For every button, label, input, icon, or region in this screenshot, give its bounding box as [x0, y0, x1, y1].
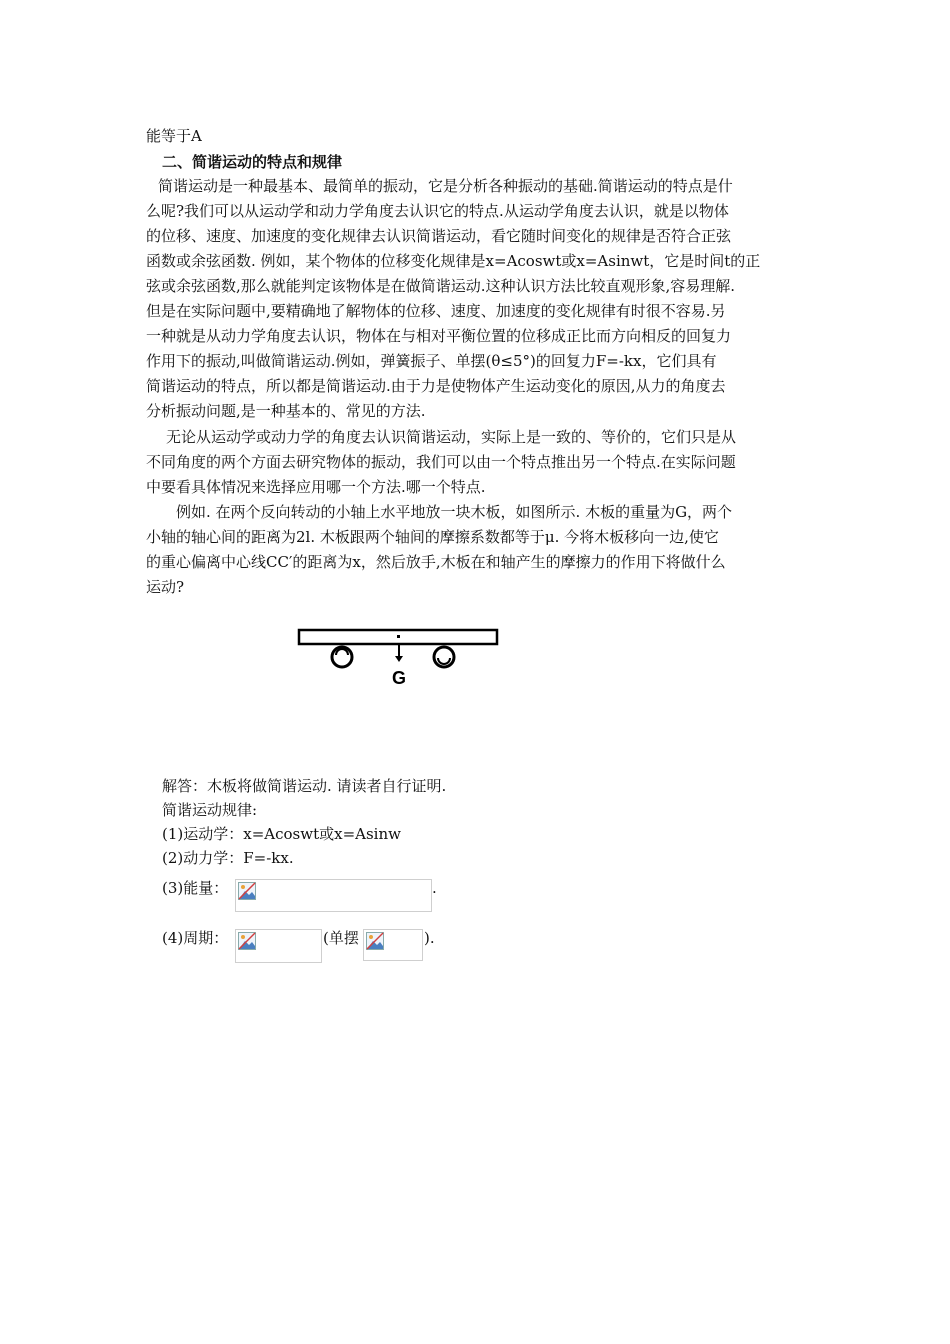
energy-formula-image	[235, 879, 432, 912]
para1-line: 作用下的振动,叫做简谐运动.例如，弹簧振子、单摆(θ≤5°)的回复力F=-kx，它们具有	[146, 352, 717, 370]
broken-image-icon	[238, 882, 256, 900]
broken-image-icon	[238, 932, 256, 950]
rule-energy-label: (3)能量：	[162, 879, 229, 897]
weight-arrow-head	[395, 656, 403, 662]
rule-period-end: ).	[424, 929, 435, 947]
rule-dynamics: (2)动力学：F=-kx.	[162, 849, 294, 867]
para1-line: 么呢?我们可以从运动学和动力学角度去认识它的特点.从运动学角度去认识，就是以物体	[146, 202, 729, 220]
para1-line: 简谐运动的特点，所以都是简谐运动.由于力是使物体产生运动变化的原因,从力的角度去	[146, 377, 726, 395]
para2-line: 不同角度的两个方面去研究物体的振动，我们可以由一个特点推出另一个特点.在实际问题	[146, 453, 736, 471]
plank-rollers-diagram	[296, 622, 501, 692]
rules-heading: 简谐运动规律:	[162, 801, 258, 819]
para3-line: 例如. 在两个反向转动的小轴上水平地放一块木板，如图所示. 木板的重量为G，两个	[176, 503, 733, 521]
rule-energy-end: .	[432, 879, 437, 897]
intro-line: 能等于A	[146, 127, 202, 145]
broken-image-icon	[366, 932, 384, 950]
weight-label-g: G	[392, 668, 407, 688]
pendulum-period-image	[363, 929, 423, 961]
para2-line: 中要看具体情况来选择应用哪一个方法.哪一个特点.	[146, 478, 486, 496]
period-formula-image	[235, 929, 322, 963]
para3-line: 运动?	[146, 578, 185, 596]
para1-line: 的位移、速度、加速度的变化规律去认识简谐运动，看它随时间变化的规律是否符合正弦	[146, 227, 732, 245]
para1-line: 分析振动问题,是一种基本的、常见的方法.	[146, 402, 426, 420]
para1-line: 简谐运动是一种最基本、最简单的振动，它是分析各种振动的基础.简谐运动的特点是什	[158, 177, 733, 195]
rule-period-label: (4)周期：	[162, 929, 229, 947]
para3-line: 小轴的轴心间的距离为2l. 木板跟两个轴间的摩擦系数都等于μ. 今将木板移向一边,使它	[146, 528, 719, 546]
answer-line: 解答：木板将做简谐运动. 请读者自行证明.	[162, 777, 447, 795]
center-of-mass-mark	[397, 635, 400, 638]
para2-line: 无论从运动学或动力学的角度去认识简谐运动，实际上是一致的、等价的，它们只是从	[166, 428, 737, 446]
para1-line: 一种就是从动力学角度去认识，物体在与相对平衡位置的位移成正比而方向相反的回复力	[146, 327, 732, 345]
para1-line: 但是在实际问题中,要精确地了解物体的位移、速度、加速度的变化规律有时很不容易.另	[146, 302, 726, 320]
para1-line: 函数或余弦函数. 例如，某个物体的位移变化规律是x=Acoswt或x=Asinwt，它是时间t的正	[146, 252, 761, 270]
rule-period-mid: (单摆	[323, 929, 359, 947]
section-heading: 二、简谐运动的特点和规律	[162, 153, 343, 171]
plank-rollers-figure	[296, 622, 501, 692]
rule-kinematics: (1)运动学：x=Acoswt或x=Asinw	[162, 825, 401, 843]
para3-line: 的重心偏离中心线CC′的距离为x，然后放手,木板在和轴产生的摩擦力的作用下将做什么	[146, 553, 726, 571]
para1-line: 弦或余弦函数,那么就能判定该物体是在做简谐运动.这种认识方法比较直观形象,容易理解.	[146, 277, 736, 295]
